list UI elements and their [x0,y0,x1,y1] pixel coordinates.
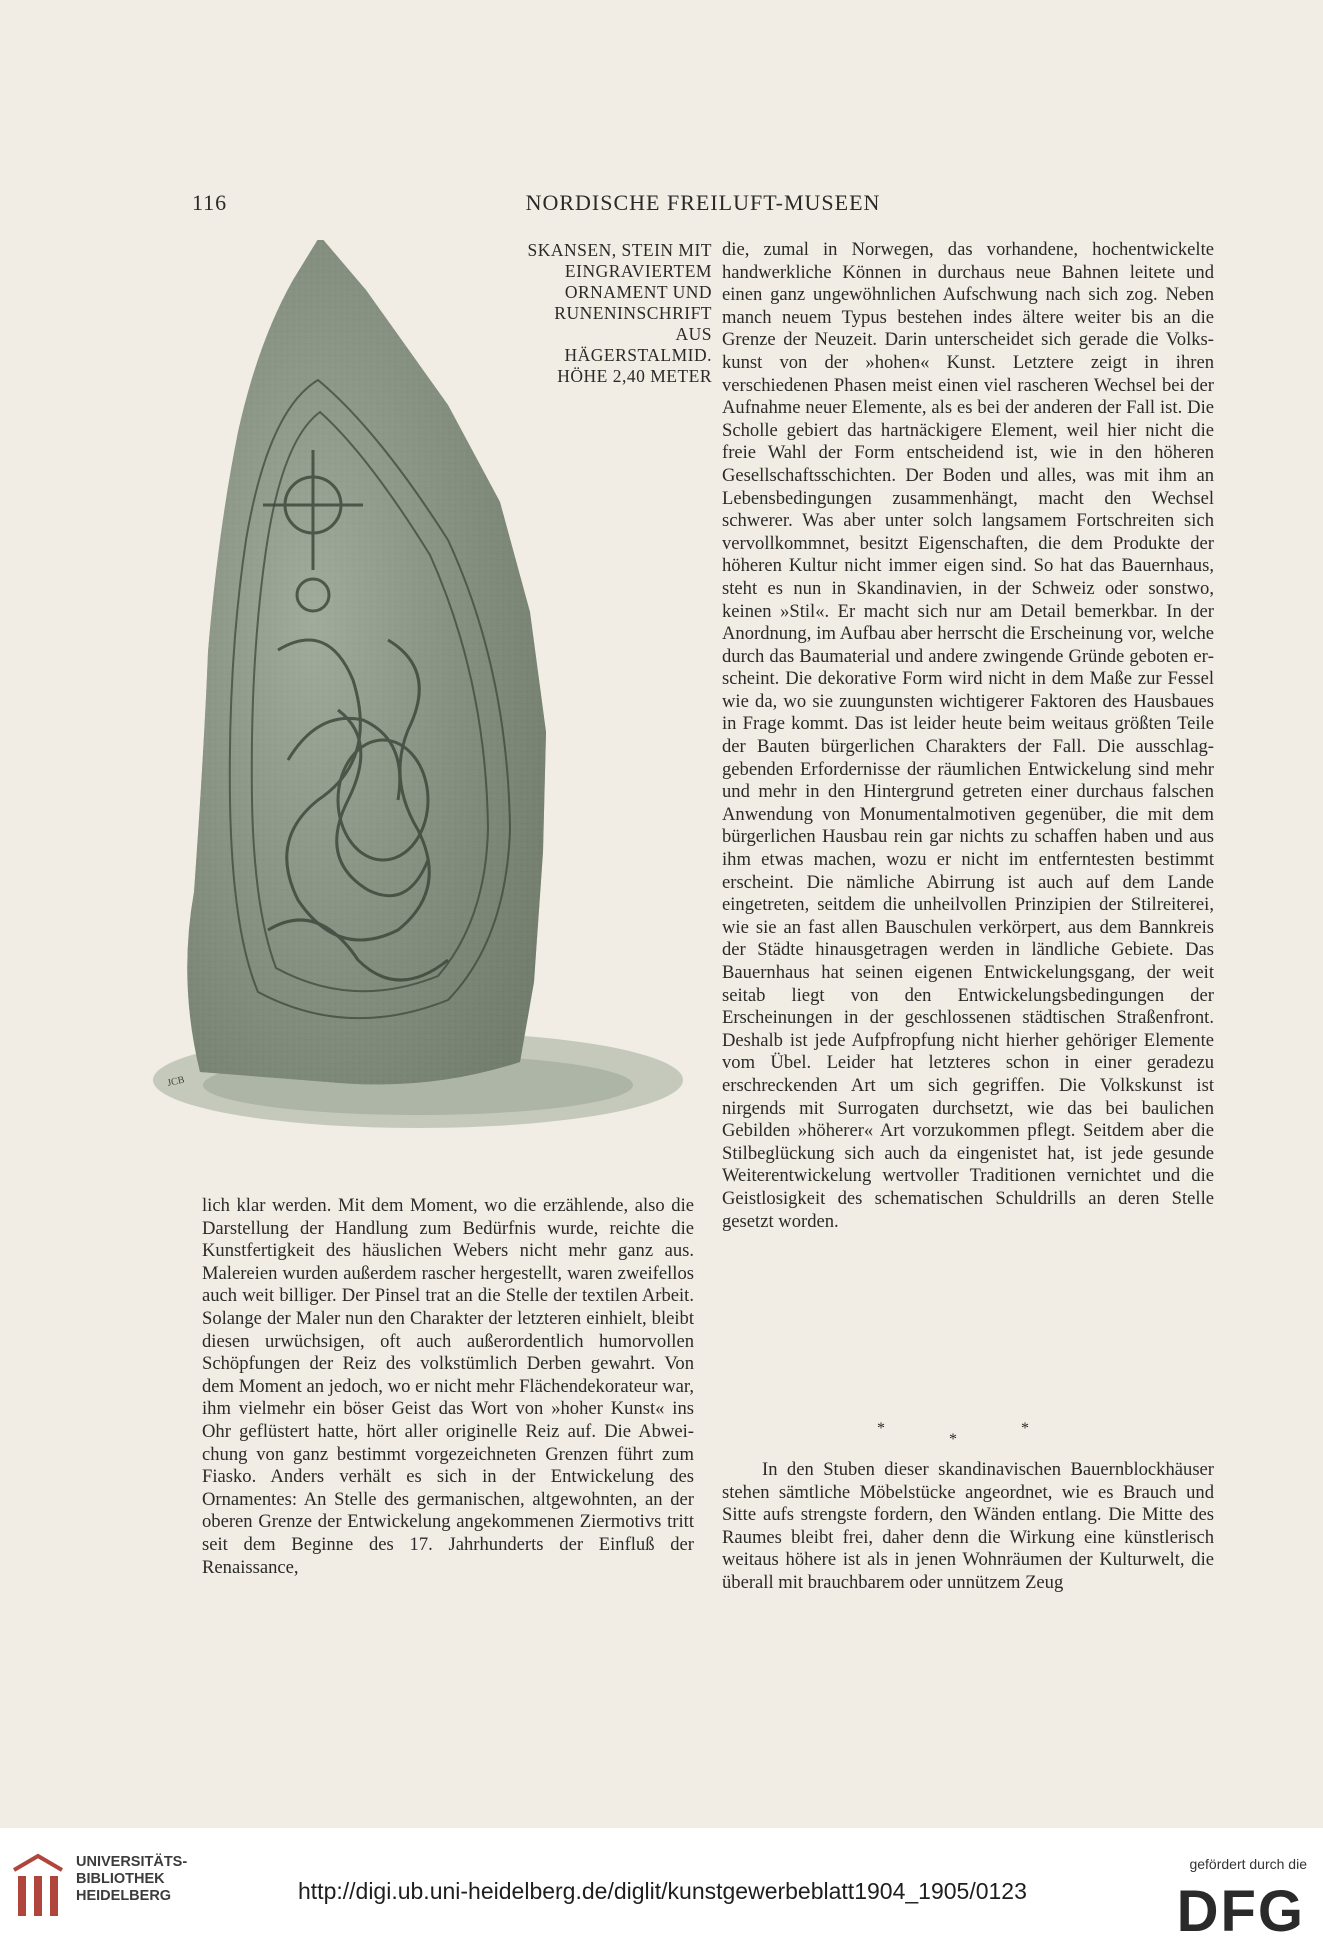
right-column-text-continued [722,1459,1214,1595]
illustrator-signature: JCB [166,1074,186,1089]
running-head [192,190,1214,220]
permalink-url[interactable]: http://digi.ub.uni-heidelberg.de/diglit/kunstgewerbeblatt1904_1905/0123 [298,1878,1027,1904]
left-column-text [202,1195,694,1579]
institution-line: HEIDELBERG [76,1888,172,1904]
caption-line: HÄGERSTALMID. [564,345,712,365]
section-divider [722,1420,1214,1448]
paragraph: In den Stuben dieser skandinavischen Bauernblockhäuser stehen sämtliche Möbelstücke angeordnet, wie es Brauch und Sitte aufs strengste fordern, den Wänden entlang. Die Mitte des Raumes bleibt frei, daher denn die Wirkung eine künstlerisch weitaus höhere ist als in jenen Wohnräumen der Kulturwelt, die überall mit brauchbarem oder unnützem Zeug [722,1459,1214,1593]
asterisk: * [949,1431,987,1448]
running-title: NORDISCHE FREILUFT-MUSEEN [525,190,881,215]
university-library-logo-icon [8,1850,68,1925]
caption-line: RUNENINSCHRIFT [554,303,712,323]
paragraph: lich klar werden. Mit dem Moment, wo die erzählende, also die Darstellung der Handlung zum Bedürfnis wurde, reichte die Kunstfertigkeit des häuslichen Webers nicht mehr ganz aus. Malereien wurden außerdem rascher hergestellt, waren zweifellos auch weit billiger. Der Pinsel trat an die Stelle der textilen Arbeit. Solange der Maler nun den Charakter der letzteren einhielt, bleibt diesen urwüchsigen, oft auch außerordentlich humorvollen Schöpfungen der Reiz des volkstümlich Derben gewahrt. Von dem Moment an jedoch, wo er nicht mehr Flächendekorateur war, ihm vielmehr ein böser Geist das Wort von »hoher Kunst« ins Ohr geflüstert hatte, hört aller originelle Reiz auf. Die Abweichung von ganz bestimmt vorgezeichneten Grenzen führt zum Fiasko. Anders verhält es sich in der Entwickelung des Ornamentes: An Stelle des germanischen, altgewohnten, an der oberen Grenze der Entwickelung angekommenen Ziermotivs tritt seit dem Beginne des 17. Jahrhunderts der Einfluß der Renaissance, [202,1195,694,1578]
digitization-footer [0,1828,1323,1959]
caption-line: ORNAMENT UND [564,282,712,302]
institution-name [76,1854,187,1905]
caption-line: EINGRAVIERTEM [564,261,712,281]
asterisk: * [877,1420,915,1437]
right-column-text [722,239,1214,1233]
institution-line: BIBLIOTHEK [76,1871,165,1887]
page-number: 116 [192,190,228,215]
figure-caption [490,240,712,387]
asterisk: * [1021,1420,1059,1437]
paragraph: die, zumal in Norwegen, das vorhandene, hochentwickelte handwerkliche Können in durchaus neue Bahnen leitete und einen ganz ungewöhnlichen Aufschwung nach sich zog. Neben manch neuem Typus bestehen indes ältere weiter bis an die Grenze der Neuzeit. Darin unterscheidet sich gerade die Volkskunst von der »hohen« Kunst. Letztere zeigt in ihren verschiedenen Phasen meist einen viel rascheren Wechsel bei der Aufnahme neuer Elemente, als es bei der anderen der Fall ist. Die Scholle gebiert das hartnäckigere Element, weil hier nicht die freie Wahl der Form entscheidend ist, wie in den höheren Gesellschaftsschichten. Der Boden und alles, was mit ihm an Lebensbedingungen zusammenhängt, macht den Wechsel schwerer. Was aber unter solch langsamem Fortschreiten sich vervollkommnet, besitzt Eigenschaften, die dem Produkte der höheren Kultur nicht immer eigen sind. So hat das Bauernhaus, steht es nun in Skandinavien, in der Schweiz oder sonstwo, keinen »Stil«. Er macht sich nur am Detail bemerkbar. In der Anordnung, im Aufbau aber herrscht die Erscheinung vor, welche durch das Baumaterial und andere zwingende Gründe geboten erscheint. Die dekorative Form wird nicht in dem Maße zur Fessel wie da, wo sie zuungunsten wichtigerer Faktoren des Hausbaues in Frage kommt. Das ist leider heute beim weitaus größten Teile der Bauten bürgerlichen Charakters der Fall. Die ausschlaggebenden Erfordernisse der räumlichen Entwickelung sind mehr und mehr in den Hintergrund getreten einer durchaus falschen Anwendung von Monumentalmotiven gegenüber, die mit dem bürgerlichen Hausbau rein gar nichts zu schaffen haben und aus ihm etwas machen, wozu er nicht im entferntesten bestimmt erscheint. Die nämliche Abirrung ist auch auf dem Lande eingetreten, seitdem die unheilvollen Prinzipien der Stilreiterei, wie sie an fast allen Bauschulen verkörpert, aus dem Bannkreis der Städte hinausgetragen werden in ländliche Gebiete. Das Bauernhaus hat seinen eigenen Entwickelungsgang, der weit seitab liegt von den Entwickelungsbedingungen der Erscheinungen in der geschlossenen städtischen Straßenfront. Deshalb ist jede Aufpfropfung nicht hierher gehöriger Elemente vom Übel. Leider hat letzteres schon in einer geradezu erschreckenden Art um sich gegriffen. Die Volkskunst ist nirgends mit Surrogaten durchsetzt, wie das bei baulichen Gebilden »höherer« Art vorzukommen pflegt. Seitdem aber die Stilbeglückung sich auch da eingenistet hat, ist jede gesunde Weiterentwickelung wertvoller Traditionen vernichtet und die Geistlosigkeit des schematischen Schuldrills an deren Stelle gesetzt worden. [722,239,1214,1232]
funding-note: gefördert durch die [1189,1856,1307,1872]
caption-line: HÖHE 2,40 METER [557,366,712,386]
institution-line: UNIVERSITÄTS- [76,1854,188,1870]
caption-line: AUS [675,324,712,344]
dfg-logo: DFG [1176,1879,1305,1944]
caption-line: SKANSEN, STEIN MIT [527,240,712,260]
